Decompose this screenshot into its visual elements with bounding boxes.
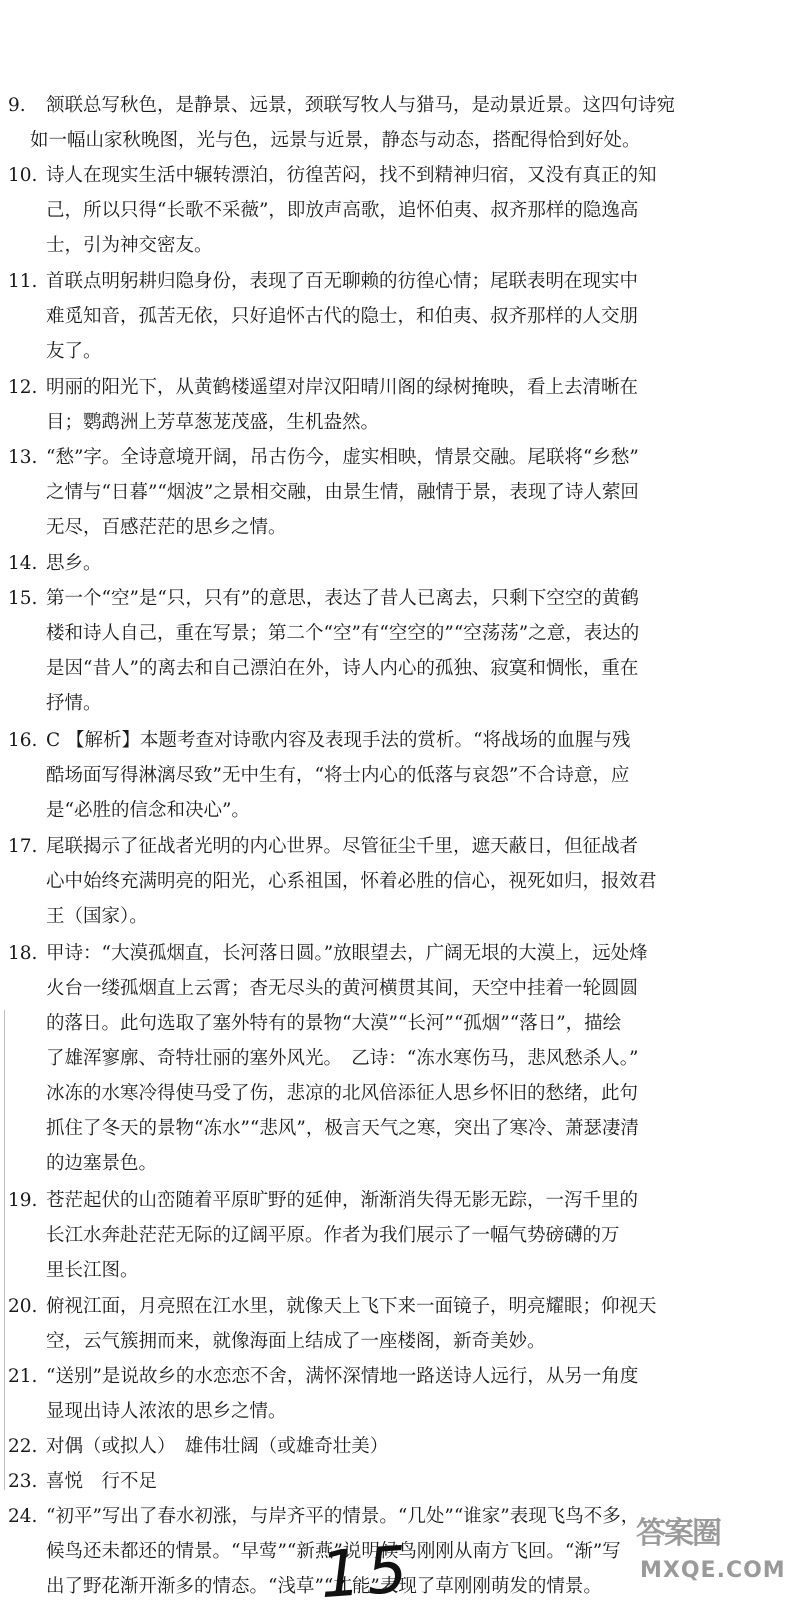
- item-line: 是因“昔人”的离去和自己漂泊在外，诗人内心的孤独、寂寞和惆怅，重在: [46, 658, 639, 679]
- item-number: 13.: [8, 447, 38, 468]
- item-line: 里长江图。: [46, 1260, 139, 1281]
- item-line: 俯视江面，月亮照在江水里，就像天上飞下来一面镜子，明亮耀眼；仰视天: [46, 1296, 657, 1317]
- item-number: 12.: [8, 377, 38, 398]
- item-number: 24.: [8, 1506, 38, 1527]
- item-number: 14.: [8, 553, 38, 574]
- item-number: 23.: [8, 1471, 38, 1492]
- item-line: 友了。: [46, 341, 102, 362]
- item-line: “初平”写出了春水初涨，与岸齐平的情景。“几处”“谁家”表现飞鸟不多，: [46, 1506, 640, 1527]
- item-number: 11.: [8, 271, 38, 292]
- item-line: 首联点明躬耕归隐身份，表现了百无聊赖的彷徨心情；尾联表明在现实中: [46, 271, 639, 292]
- item-line: 出了野花渐开渐多的情态。“浅草”“才能”表现了草刚刚萌发的情景。: [46, 1576, 602, 1597]
- item-line: 了雄浑寥廓、奇特壮丽的塞外风光。 乙诗：“冻水寒伤马，悲风愁杀人。”: [46, 1048, 639, 1069]
- item-number: 22.: [8, 1436, 38, 1457]
- item-line: C 【解析】本题考查对诗歌内容及表现手法的赏析。“将战场的血腥与残: [46, 730, 631, 751]
- item-line: 思乡。: [46, 553, 102, 574]
- item-line: 火台一缕孤烟直上云霄；杳无尽头的黄河横贯其间，天空中挂着一轮圆圆: [46, 978, 639, 999]
- item-number: 10.: [8, 165, 38, 186]
- watermark-text: 答案圈: [636, 1516, 720, 1551]
- item-line: 诗人在现实生活中辗转漂泊，彷徨苦闷，找不到精神归宿，又没有真正的知: [46, 165, 657, 186]
- item-line: 苍茫起伏的山峦随着平原旷野的延伸，渐渐消失得无影无踪，一泻千里的: [46, 1190, 639, 1211]
- item-line: 是“必胜的信念和决心”。: [46, 800, 250, 821]
- item-number: 16.: [8, 730, 38, 751]
- item-line: 楼和诗人自己，重在写景；第二个“空”有“空空的”“空荡荡”之意，表达的: [46, 623, 640, 644]
- item-line: 酷场面写得淋漓尽致”无中生有，“将士内心的低落与哀怨”不合诗意，应: [46, 765, 630, 786]
- item-line: 己，所以只得“长歌不采薇”，即放声高歌，追怀伯夷、叔齐那样的隐逸高: [46, 200, 639, 221]
- item-line: 士，引为神交密友。: [46, 235, 213, 256]
- item-line: 对偶（或拟人） 雄伟壮阔（或雄奇壮美）: [46, 1436, 389, 1457]
- item-line: 空，云气簇拥而来，就像海面上结成了一座楼阁，新奇美妙。: [46, 1331, 546, 1352]
- item-line: 心中始终充满明亮的阳光，心系祖国，怀着必胜的信心，视死如归，报效君: [46, 871, 657, 892]
- item-number: 9.: [8, 95, 26, 116]
- item-line: 难觅知音，孤苦无依，只好追怀古代的隐士，和伯夷、叔齐那样的人交朋: [46, 306, 639, 327]
- item-line: 王（国家）。: [46, 906, 148, 927]
- item-line: 长江水奔赴茫茫无际的辽阔平原。作者为我们展示了一幅气势磅礴的万: [46, 1225, 620, 1246]
- scan-margin-line: [4, 1010, 5, 1490]
- item-line: “送别”是说故乡的水恋恋不舍，满怀深情地一路送诗人远行，从另一角度: [46, 1366, 639, 1387]
- item-number: 21.: [8, 1366, 38, 1387]
- item-number: 15.: [8, 588, 38, 609]
- item-line: 抓住了冬天的景物“冻水”“悲风”，极言天气之寒，突出了寒冷、萧瑟凄清: [46, 1118, 639, 1139]
- item-line: 无尽，百感茫茫的思乡之情。: [46, 517, 287, 538]
- item-line: “愁”字。全诗意境开阔，吊古伤今，虚实相映，情景交融。尾联将“乡愁”: [46, 447, 639, 468]
- item-line: 的边塞景色。: [46, 1153, 158, 1174]
- item-line: 喜悦 行不足: [46, 1471, 158, 1492]
- item-line: 甲诗：“大漠孤烟直，长河落日圆。”放眼望去，广阔无垠的大漠上，远处烽: [46, 943, 648, 964]
- item-line: 候鸟还未都还的情景。“早莺”“新燕”说明候鸟刚刚从南方飞回。“渐”写: [46, 1541, 621, 1562]
- item-line: 抒情。: [46, 693, 102, 714]
- watermark-url: MXQE.COM: [640, 1558, 786, 1583]
- item-number: 18.: [8, 943, 38, 964]
- item-line: 如一幅山家秋晚图，光与色，远景与近景，静态与动态，搭配得恰到好处。: [30, 130, 641, 151]
- item-number: 20.: [8, 1296, 38, 1317]
- item-line: 之情与“日暮”“烟波”之景相交融，由景生情，融情于景，表现了诗人萦回: [46, 482, 639, 503]
- item-number: 17.: [8, 836, 38, 857]
- watermark-logo: [636, 1508, 786, 1596]
- item-line: 尾联揭示了征战者光明的内心世界。尽管征尘千里，遮天蔽日，但征战者: [46, 836, 639, 857]
- item-line: 显现出诗人浓浓的思乡之情。: [46, 1401, 287, 1422]
- item-line: 冰冻的水寒冷得使马受了伤，悲凉的北风倍添征人思乡怀旧的愁绪，此句: [46, 1083, 639, 1104]
- item-line: 目；鹦鹉洲上芳草葱茏茂盛，生机盎然。: [46, 412, 380, 433]
- item-line: 颔联总写秋色，是静景、远景，颈联写牧人与猎马，是动景近景。这四句诗宛: [46, 95, 676, 116]
- handwritten-page-number: 15: [317, 1532, 416, 1613]
- item-line: 明丽的阳光下，从黄鹤楼遥望对岸汉阳晴川阁的绿树掩映，看上去清晰在: [46, 377, 639, 398]
- item-number: 19.: [8, 1190, 38, 1211]
- item-line: 第一个“空”是“只，只有”的意思，表达了昔人已离去，只剩下空空的黄鹤: [46, 588, 639, 609]
- item-line: 的落日。此句选取了塞外特有的景物“大漠”“长河”“孤烟”“落日”，描绘: [46, 1013, 622, 1034]
